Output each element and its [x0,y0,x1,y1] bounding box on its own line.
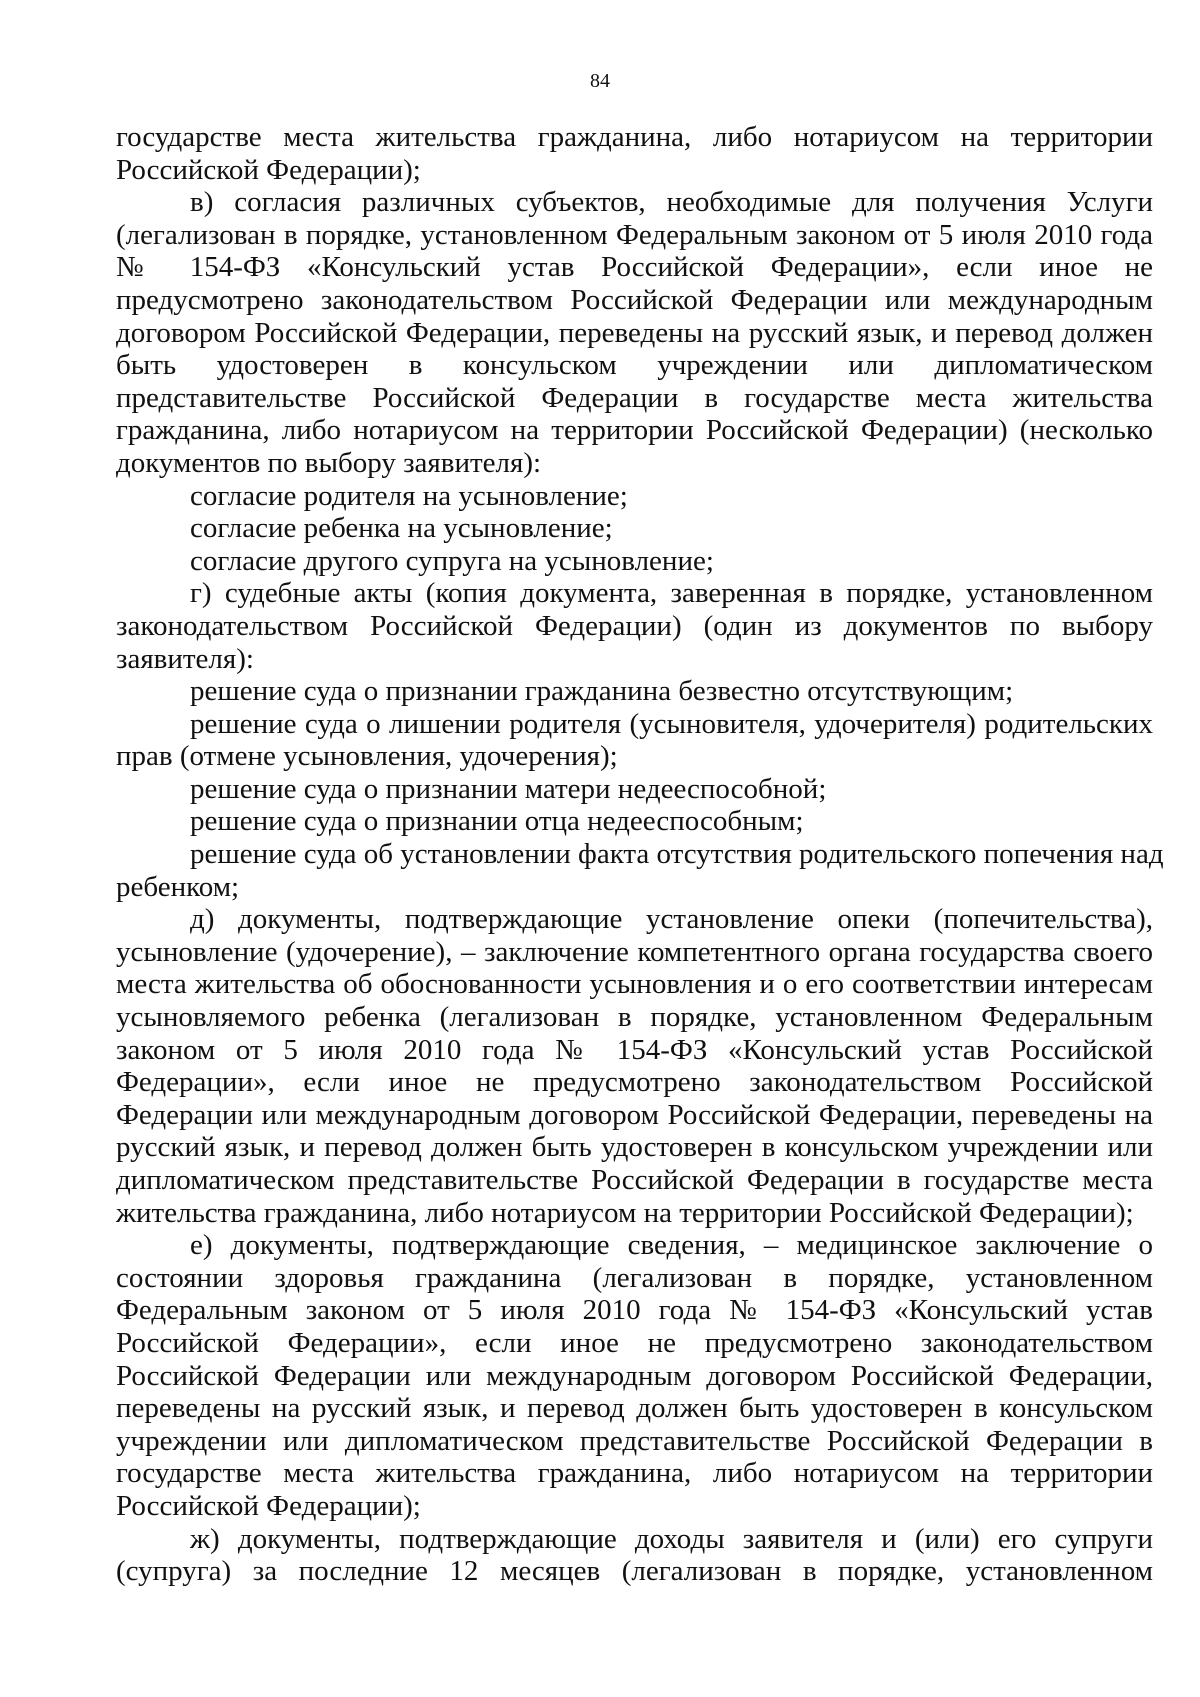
text-line: места жительства об обоснованности усыновления и о его соответствии интересам [116,968,1153,1001]
text-line: ребенком; [116,870,240,903]
text-line: согласие ребенка на усыновление; [190,512,613,545]
text-line: Российской Федерации», если иное не предусмотрено законодательством [116,1326,1153,1359]
text-line: Российской Федерации или международным договором Российской Федерации, [116,1359,1153,1392]
text-line: документов по выбору заявителя): [116,446,542,479]
text-line: Федерации», если иное не предусмотрено законодательством Российской [116,1066,1153,1099]
text-line: усыновление (удочерение), – заключение компетентного органа государства своего [116,935,1153,968]
text-line: решение суда о признании матери недееспособной; [190,772,827,805]
text-line: решение суда о признании отца недееспособным; [190,805,804,838]
text-line: Российской Федерации); [116,153,421,186]
text-line: Федерации или международным договором Российской Федерации, переведены на [116,1098,1153,1131]
text-line: русский язык, и перевод должен быть удостоверен в консульском учреждении или [116,1131,1153,1164]
text-line: быть удостоверен в консульском учреждении или дипломатическом [116,349,1153,382]
text-line: е) документы, подтверждающие сведения, – медицинское заключение о [190,1229,1153,1262]
text-line: д) документы, подтверждающие установление опеки (попечительства), [190,903,1153,936]
text-line: законодательством Российской Федерации) (один из документов по выбору [116,609,1153,642]
text-line: (легализован в порядке, установленном Федеральным законом от 5 июля 2010 года [116,218,1153,251]
text-line: состоянии здоровья гражданина (легализован в порядке, установленном [116,1261,1153,1294]
text-line: решение суда о лишении родителя (усыновителя, удочерителя) родительских [190,707,1153,740]
text-line: г) судебные акты (копия документа, заверенная в порядке, установленном [190,577,1153,610]
text-line: (супруга) за последние 12 месяцев (легализован в порядке, установленном [116,1555,1153,1588]
text-line: решение суда о признании гражданина безвестно отсутствующим; [190,675,1014,708]
text-line: договором Российской Федерации, переведены на русский язык, и перевод должен [116,316,1153,349]
text-line: № 154-ФЗ «Консульский устав Российской Федерации», если иное не [116,251,1153,284]
text-line: Федеральным законом от 5 июля 2010 года № 154-ФЗ «Консульский устав [116,1294,1153,1327]
text-line: ж) документы, подтверждающие доходы заявителя и (или) его супруги [190,1522,1153,1555]
text-line: заявителя): [116,642,254,675]
text-line: предусмотрено законодательством Российской Федерации или международным [116,283,1153,316]
text-line: представительстве Российской Федерации в государстве места жительства [116,381,1153,414]
text-line: жительства гражданина, либо нотариусом на территории Российской Федерации); [116,1196,1134,1229]
text-line: решение суда об установлении факта отсутствия родительского попечения над [190,838,1164,871]
text-line: усыновляемого ребенка (легализован в порядке, установленном Федеральным [116,1001,1153,1034]
text-line: согласие родителя на усыновление; [190,479,628,512]
text-line: согласие другого супруга на усыновление; [190,544,714,577]
page-number: 84 [590,70,610,92]
text-line: государстве места жительства гражданина, либо нотариусом на территории [116,1457,1153,1490]
text-line: переведены на русский язык, и перевод должен быть удостоверен в консульском [116,1392,1153,1425]
text-line: Российской Федерации); [116,1489,421,1522]
document-body [116,121,1164,1588]
text-line: в) согласия различных субъектов, необходимые для получения Услуги [190,186,1153,219]
text-line: законом от 5 июля 2010 года № 154-ФЗ «Консульский устав Российской [116,1033,1153,1066]
text-line: гражданина, либо нотариусом на территории Российской Федерации) (несколько [116,414,1153,447]
text-line: дипломатическом представительстве Российской Федерации в государстве места [116,1164,1153,1196]
text-line: государстве места жительства гражданина, либо нотариусом на территории [116,121,1153,153]
text-line: учреждении или дипломатическом представительстве Российской Федерации в [116,1424,1153,1457]
text-line: прав (отмене усыновления, удочерения); [116,740,618,773]
